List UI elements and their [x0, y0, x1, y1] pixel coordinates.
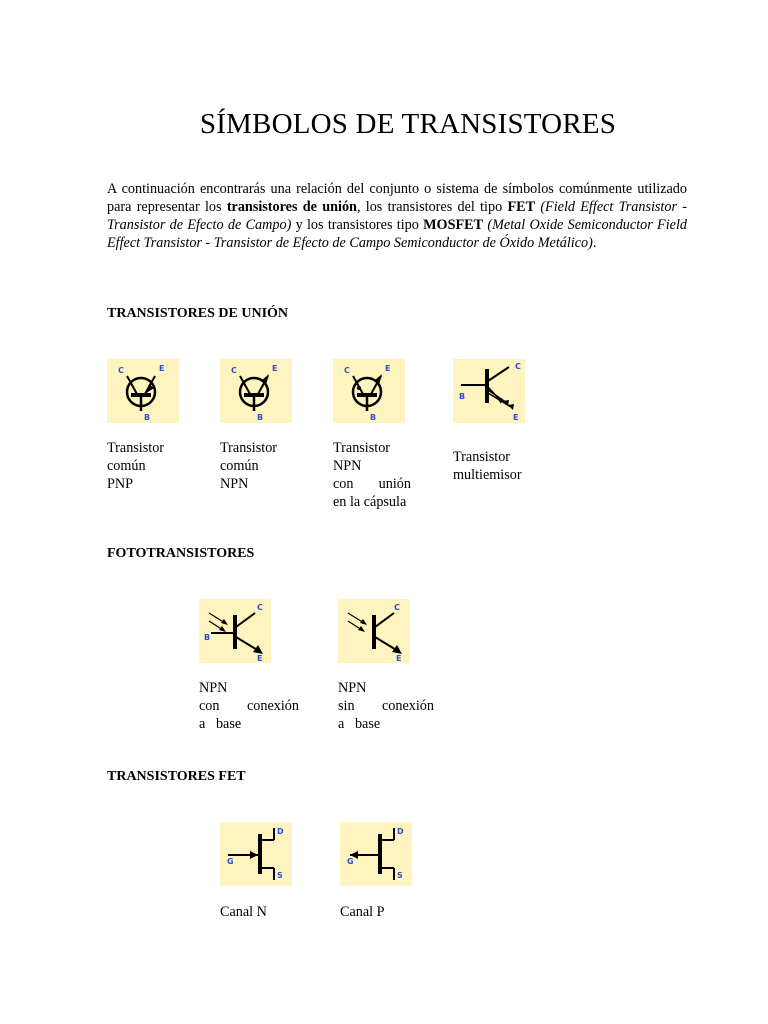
intro-text: A continuación encontrarás una relación del conjunto o sistema de símbolos comúnmente utilizado para representar los — [107, 181, 687, 215]
caption-multiemitter: Transistor multiemisor — [453, 449, 522, 483]
intro-paragraph — [107, 180, 687, 252]
intro-text: . — [592, 235, 597, 251]
caption-foto-without-base: NPN sin conexión a base — [338, 680, 434, 732]
svg-text:C: C — [118, 366, 124, 375]
section-title-foto: FOTOTRANSISTORES — [107, 546, 255, 561]
intro-bold-mosfet: MOSFET — [423, 217, 484, 233]
svg-text:E: E — [159, 364, 165, 373]
svg-text:E: E — [272, 364, 278, 373]
svg-text:E: E — [257, 654, 263, 663]
svg-text:B: B — [370, 413, 377, 422]
pnp-transistor-icon — [107, 359, 179, 423]
svg-text:S: S — [397, 871, 403, 880]
svg-text:C: C — [344, 366, 350, 375]
npn-transistor-icon — [220, 359, 292, 423]
multiemitter-transistor-icon — [453, 359, 525, 423]
svg-text:C: C — [257, 603, 263, 612]
svg-text:D: D — [277, 827, 284, 836]
phototransistor-without-base-icon — [338, 599, 410, 663]
svg-text:E: E — [385, 364, 391, 373]
section-title-union: TRANSISTORES DE UNIÓN — [107, 306, 289, 321]
caption-npn: Transistor común NPN — [220, 440, 278, 492]
svg-text:B: B — [144, 413, 151, 422]
caption-pnp: Transistor común PNP — [107, 440, 165, 492]
svg-text:B: B — [257, 413, 264, 422]
svg-text:B: B — [204, 633, 211, 642]
caption-canal-p: Canal P — [340, 904, 385, 920]
svg-text:S: S — [277, 871, 283, 880]
svg-text:E: E — [513, 413, 519, 422]
svg-text:E: E — [396, 654, 402, 663]
svg-text:C: C — [515, 362, 521, 371]
npn-union-capsule-icon — [333, 359, 405, 423]
page-title: SÍMBOLOS DE TRANSISTORES — [199, 108, 617, 140]
intro-text: y los transistores tipo — [291, 217, 424, 233]
p-channel-fet-icon — [340, 822, 412, 886]
caption-npn-union: Transistor NPN con unión en la cápsula — [333, 440, 411, 510]
intro-text: , los transistores del tipo — [356, 199, 508, 215]
caption-canal-n: Canal N — [220, 904, 267, 920]
intro-italic-fet: (Field Effect Transistor - Transistor de Efecto de Campo) — [107, 199, 687, 233]
intro-italic-mosfet: (Metal Oxide Semiconductor Field Effect Transistor - Transistor de Efecto de Campo Semiconductor de Óxido Metálico) — [107, 217, 687, 251]
section-title-fet: TRANSISTORES FET — [107, 769, 246, 784]
intro-bold-fet: FET — [507, 199, 536, 215]
svg-text:B: B — [459, 392, 466, 401]
svg-text:D: D — [397, 827, 404, 836]
svg-text:C: C — [231, 366, 237, 375]
svg-text:C: C — [394, 603, 400, 612]
caption-foto-with-base: NPN con conexión a base — [199, 680, 299, 732]
n-channel-fet-icon — [220, 822, 292, 886]
phototransistor-with-base-icon — [199, 599, 271, 663]
svg-text:G: G — [347, 857, 354, 866]
intro-bold-union: transistores de unión — [226, 199, 357, 215]
svg-text:G: G — [227, 857, 234, 866]
